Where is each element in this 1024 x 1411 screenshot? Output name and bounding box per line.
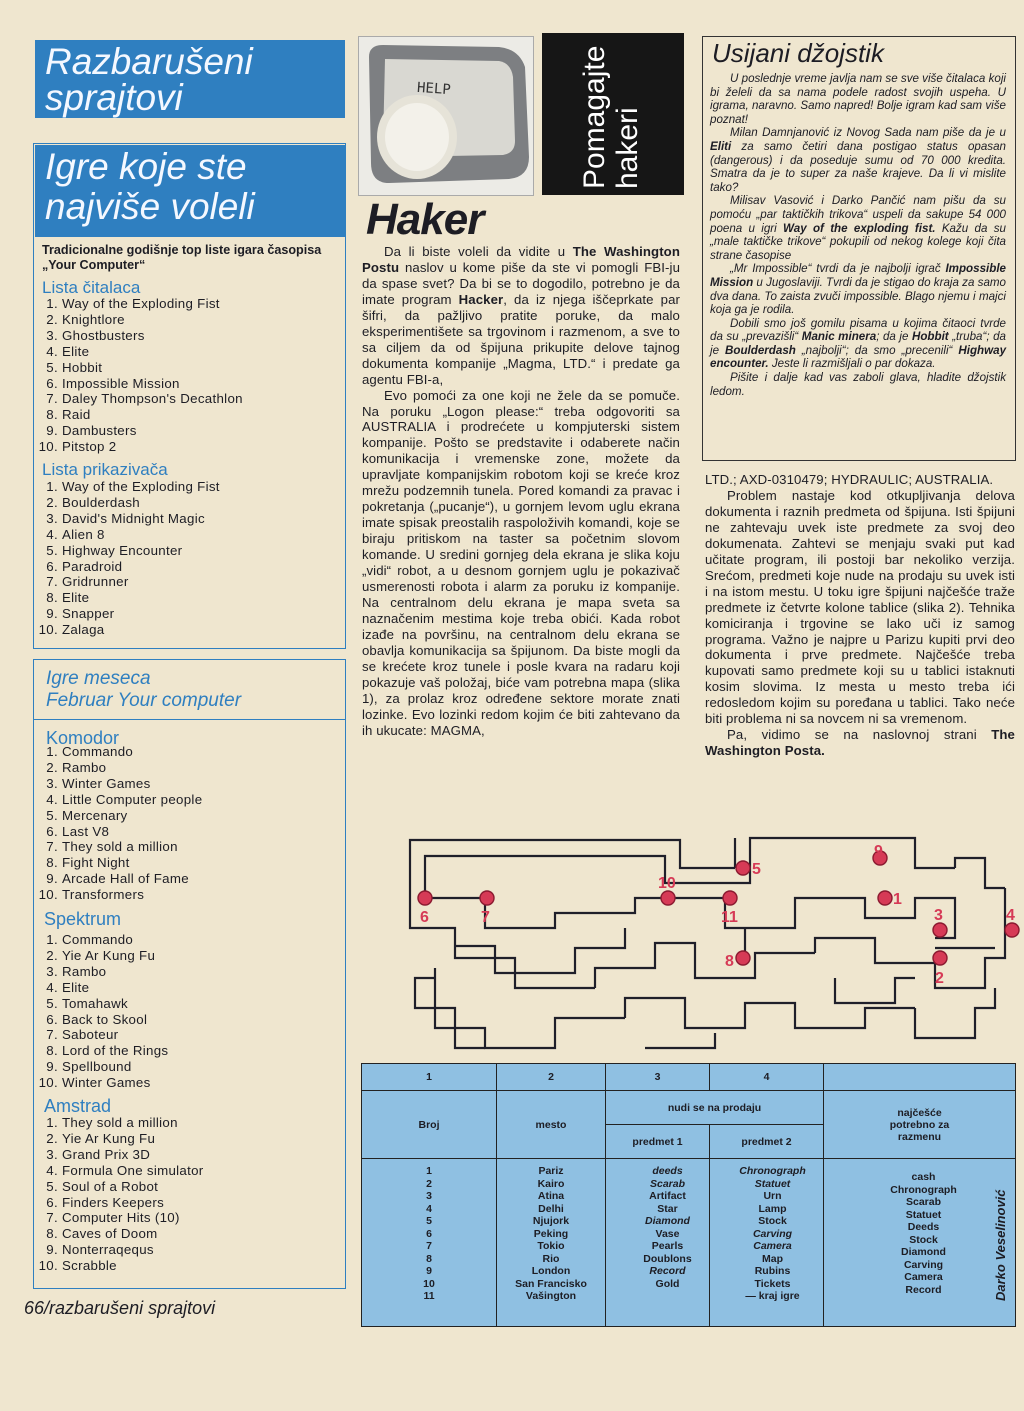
article-p5: Pa, vidimo se na naslovnoj strani The Washington Posta. xyxy=(705,727,1015,759)
table-cell-item: Atina xyxy=(537,1190,565,1202)
list-item: 8. Lord of the Rings xyxy=(46,1043,169,1059)
table-cell-item: 7 xyxy=(426,1240,432,1252)
table-cell-item: Kairo xyxy=(537,1177,565,1190)
list-item: 10. Transformers xyxy=(38,887,145,903)
table-cell-item: Vašington xyxy=(525,1290,577,1302)
article-body xyxy=(362,244,680,739)
list-item: 4. Elite xyxy=(46,343,90,359)
tunnel-map xyxy=(395,828,1024,1058)
table-cell-item: Urn xyxy=(763,1190,782,1202)
table-cell-item: Tokio xyxy=(537,1240,565,1252)
table-cell-item: San Francisko xyxy=(515,1277,587,1290)
joystick-p3: Milisav Vasović i Darko Pančić nam pišu da su pomoću „par taktičkih trikova“ uspeli da sakupe 54 000 poena u igri Way of the exploding fist. Kažu da su „male taktičke trikove“ pokupili od nekog kolege koji čita strane časopise xyxy=(710,194,1006,262)
list-item: 4. Elite xyxy=(46,979,90,995)
list-item: 2. Rambo xyxy=(46,759,107,775)
table-cell-item: London xyxy=(531,1265,571,1277)
table-cell-item: Stock xyxy=(909,1233,938,1246)
amstrad-heading: Amstrad xyxy=(44,1096,112,1116)
table-cell-item: Statuet xyxy=(905,1208,942,1221)
col-num-1: 1 xyxy=(362,1064,497,1091)
header-predmet-2: predmet 2 xyxy=(710,1125,824,1159)
map-label-9: 9 xyxy=(874,843,883,860)
table-cell-item: Vase xyxy=(655,1227,680,1240)
list-item: 6. Paradroid xyxy=(46,558,123,574)
table-cell-item: Artifact xyxy=(649,1190,686,1202)
monthly-divider xyxy=(33,719,346,720)
article-title: Haker xyxy=(366,195,484,244)
list-item: 7. Computer Hits (10) xyxy=(46,1210,180,1226)
list-item: 4. Little Computer people xyxy=(46,791,203,807)
table-cell-item: Pearls xyxy=(651,1240,684,1252)
lista-citalaca xyxy=(34,296,334,455)
table-cell-item: Doublons xyxy=(643,1252,692,1265)
list-item: 7. Gridrunner xyxy=(46,574,129,590)
amstrad-list xyxy=(34,1115,334,1274)
list-item: 5. Highway Encounter xyxy=(46,542,183,558)
list-item: 8. Caves of Doom xyxy=(46,1226,158,1242)
joystick-p5: Dobili smo još gomilu pisama u kojima čitaoci tvrde da su „prevazišli“ Manic minera; da je Hobbit „truba“; da je Boulderdash „najbolji“; da smo „precenili“ Highway encounter. Jeste li razmišljali o par dokaza. xyxy=(710,316,1007,371)
list-item: 2. Boulderdash xyxy=(46,494,140,510)
table-cell-item: Diamond xyxy=(645,1215,690,1227)
list-item: 3. Ghostbusters xyxy=(46,327,145,343)
table-cell-item: 3 xyxy=(426,1190,432,1202)
table-cell-item: Record xyxy=(905,1283,942,1296)
lista-prikazivaca-heading: Lista prikazivača xyxy=(42,460,168,479)
table-cell-item: 8 xyxy=(426,1252,432,1265)
table-cell-item: Lamp xyxy=(758,1202,787,1215)
table-cell-item: Rubins xyxy=(754,1265,791,1277)
table-cell-item: Peking xyxy=(533,1227,569,1240)
section-title: Razbarušeni sprajtovi xyxy=(35,40,345,118)
article-p2: Evo pomoći za one koji ne žele da se pomuče. Na poruku „Logon please:“ treba odgovoriti sa AUSTRALIA i prodrećete u kompjuterski sistem kompanije. Pošto se predstavite i odaberete način komunikacija i vremenske zone, možete da upravljate kompanijskim robotom koji se kreće kroz mrežu podzemnih tunela. Pored komandi za pravac i pokretanja („pucanje“), u gornjem levom uglu ekrana imate spisak preostalih raspoloživih komandi, koje se biraju pritiskom na taster sa početnim slovom komande. U sredini gornjeg dela ekrana je slika koju „vidi“ robot, a u desnom gornjem uglu je pokazivač usmerenosti robota i alarm za poruku iz kompanije. Na centralnom delu ekrana je mapa sveta sa naznačenim mestima koje treba obići. Kada robot izađe na površinu, na centralnom delu ekrana se obavlja komunikacija sa špijunom. Da biste mogli da se krećete kroz tunele i posle kvara na radaru koji pokazuje vaš položaj, biće vam potrebna mapa (slika 1), za prolaz kroz određene sektore morate znati lozinke. Evo lozinki redom kojim će biti zahtevano da ih ukucate: MAGMA, xyxy=(362,387,680,738)
header-broj: Broj xyxy=(362,1091,497,1159)
spektrum-list xyxy=(34,932,334,1091)
map-label-5: 5 xyxy=(752,861,761,878)
table-cell-item: deeds xyxy=(652,1165,683,1177)
list-item: 2. Yie Ar Kung Fu xyxy=(46,947,156,963)
table-cell-item: 1 xyxy=(426,1165,432,1177)
col-num-2: 2 xyxy=(497,1064,606,1091)
list-item: 4. Alien 8 xyxy=(46,526,105,542)
joystick-p4: „Mr Impossible“ tvrdi da je najbolji igrač Impossible Mission u Jugoslaviji. Tvrdi da je stigao do kraja za samo dva dana. To zaista zvuči impossible. Blago njemu i majci koja ga je rodila. xyxy=(710,262,1006,317)
monthly-title: Igre meseca xyxy=(46,668,151,689)
favorites-intro: Tradicionalne godišnje top liste igara časopisa „Your Computer“ xyxy=(42,243,322,272)
help-hackers-banner xyxy=(542,33,684,195)
article-p1: Da li biste voleli da vidite u The Washington Postu naslov u kome piše da ste vi pomogli FBI-ju da spase svet? Da bi se to dogodilo, potrebno je da imate program Hacker, da iz njega iščeprkate par šifri, da pažljivo pratite poruke, da malo eksperimentišete sa trgovinom i razmenom, a sve to sa ciljem da od špijuna prikupite delove tajnog dokumenta kompanije „Magma, LTD.“ i predate ga agentu FBI-a, xyxy=(362,244,681,387)
list-item: 3. Grand Prix 3D xyxy=(46,1146,151,1162)
author-credit: Darko Veselinović xyxy=(993,1189,1008,1301)
joystick-p1: U poslednje vreme javlja nam se sve više čitalaca koji bi želeli da sa nama podele radost svojih uspeha. U igrama, naravno. Samo napred! Bolje igram kad sam više poznat! xyxy=(710,72,1006,126)
table-cell-item: Gold xyxy=(655,1277,680,1290)
joystick-body xyxy=(710,72,1006,398)
table-cell-item: 6 xyxy=(426,1227,432,1240)
lista-citalaca-heading: Lista čitalaca xyxy=(42,278,141,297)
article-p4: Problem nastaje kod otkupljivanja delova dokumenta i raznih predmeta od špijuna. Isti špijuni ne zahtevaju uvek iste predmete za svoj deo dokumenata. Zahtevi se menjaju svaki put kad učitate program, ili postoji bar nekoliko verzija. Srećom, predmeti koje nude na prodaju su uvek isti i na istom mestu. U toku igre špijuni najčešće traže predmete iz četvrte kolone tablice (slika 2). Tehnika komiciranja i trgovine se lako uči iz samog programa. Važno je najpre u Parizu kupiti prvi deo dokumenta i prve predmete. Najčešće treba kupovati samo predmete koji su u tablici istaknuti kosim slovima. Iz mesta u mesto treba ići redosledom kojim su poređana u tablici. Tako neće biti problema ni sa novcem ni sa vremenom. xyxy=(705,487,1015,727)
help-key-label: HELP xyxy=(416,79,452,99)
list-item: 1. Commando xyxy=(46,932,134,947)
list-item: 10. Zalaga xyxy=(38,622,105,638)
monthly-subtitle: Februar Your computer xyxy=(46,690,242,711)
article-p3: LTD.; AXD-0310479; HYDRAULIC; AUSTRALIA. xyxy=(705,472,994,487)
map-label-11: 11 xyxy=(721,909,738,926)
list-item: 4. Formula One simulator xyxy=(46,1162,204,1178)
lista-prikazivaca xyxy=(34,479,334,638)
table-cell-item: 9 xyxy=(426,1265,432,1277)
col-razmena xyxy=(824,1159,986,1327)
table-cell-item: Statuet xyxy=(754,1177,791,1190)
table-cell-item: Deeds xyxy=(907,1221,940,1233)
spektrum-heading: Spektrum xyxy=(44,909,122,929)
table-cell-item: Diamond xyxy=(901,1246,946,1258)
table-cell-item: Chronograph xyxy=(739,1165,806,1177)
joystick-p2: Milan Damnjanović iz Novog Sada nam piše da je u Eliti za samo četiri dana postigao status opasan (dangerous) i da poseduje sumu od 70 000 kredita. Smatra da je to super za naše krajeve. Da li vi mislite tako? xyxy=(710,126,1006,194)
table-cell-item: Pariz xyxy=(538,1165,564,1177)
list-item: 7. They sold a million xyxy=(46,839,178,855)
list-item: 10. Winter Games xyxy=(38,1075,151,1091)
table-cell-item: 4 xyxy=(426,1202,432,1215)
list-item: 7. Daley Thompson's Decathlon xyxy=(46,391,243,407)
table-cell-item: Carving xyxy=(903,1258,944,1271)
list-item: 8. Raid xyxy=(46,407,91,423)
table-cell-item: Chronograph xyxy=(890,1183,957,1196)
list-item: 2. Yie Ar Kung Fu xyxy=(46,1130,156,1146)
list-item: 7. Saboteur xyxy=(46,1027,119,1043)
table-cell-item: Star xyxy=(657,1202,678,1215)
table-cell-item: Delhi xyxy=(538,1202,564,1215)
col-num-5 xyxy=(824,1064,1016,1091)
table-cell-item: Scarab xyxy=(905,1196,942,1208)
list-item: 10. Pitstop 2 xyxy=(38,439,117,455)
list-item: 3. Winter Games xyxy=(46,775,151,791)
table-cell-item: Camera xyxy=(753,1240,792,1252)
table-cell-item: Njujork xyxy=(532,1215,570,1227)
table-cell-item: 10 xyxy=(423,1277,435,1290)
list-item: 1. Commando xyxy=(46,744,134,759)
komodor-heading: Komodor xyxy=(46,728,120,748)
header-najcesce: najčešće potrebno za razmenu xyxy=(824,1091,1016,1159)
table-cell-item: Map xyxy=(762,1252,783,1265)
table-cell-item: Stock xyxy=(758,1215,787,1227)
col-num-4: 4 xyxy=(710,1064,824,1091)
map-label-1: 1 xyxy=(893,891,902,908)
header-mesto: mesto xyxy=(497,1091,606,1159)
list-item: 1. Way of the Exploding Fist xyxy=(46,479,220,494)
map-label-10: 10 xyxy=(658,875,676,892)
col-num-3: 3 xyxy=(606,1064,710,1091)
table-cell-item: — kraj igre xyxy=(745,1290,800,1302)
map-label-3: 3 xyxy=(934,907,943,924)
list-item: 9. Snapper xyxy=(46,606,115,622)
page-footer: 66/razbarušeni sprajtovi xyxy=(24,1298,216,1318)
list-item: 1. Way of the Exploding Fist xyxy=(46,296,220,311)
list-item: 9. Spellbound xyxy=(46,1059,132,1075)
list-item: 10. Scrabble xyxy=(38,1258,117,1274)
favorites-title: Igre koje ste najviše voleli xyxy=(35,145,345,237)
col-predmet-1 xyxy=(606,1159,710,1327)
joystick-title: Usijani džojstik xyxy=(712,38,884,68)
list-item: 5. Mercenary xyxy=(46,807,128,823)
list-item: 1. They sold a million xyxy=(46,1115,178,1130)
list-item: 3. Rambo xyxy=(46,963,107,979)
table-cell-item: Record xyxy=(649,1265,686,1277)
table-cell-item: Tickets xyxy=(754,1277,791,1290)
table-cell-item: cash xyxy=(911,1171,936,1183)
list-item: 6. Last V8 xyxy=(46,823,110,839)
col-predmet-2 xyxy=(710,1159,824,1327)
map-label-4: 4 xyxy=(1006,907,1015,924)
list-item: 6. Finders Keepers xyxy=(46,1194,165,1210)
header-nudi: nudi se na prodaju xyxy=(606,1091,824,1125)
list-item: 6. Back to Skool xyxy=(46,1011,148,1027)
list-item: 9. Arcade Hall of Fame xyxy=(46,871,189,887)
trade-table xyxy=(361,1063,1016,1327)
list-item: 9. Dambusters xyxy=(46,423,137,439)
list-item: 8. Elite xyxy=(46,590,90,606)
table-cell-item: Carving xyxy=(752,1227,793,1240)
map-label-8: 8 xyxy=(725,953,734,970)
help-key-photo xyxy=(358,36,534,196)
author-cell xyxy=(985,1159,1016,1327)
table-cell-item: Scarab xyxy=(649,1177,686,1190)
banner-text: Pomagajte hakeri xyxy=(578,45,644,189)
table-cell-item: 11 xyxy=(423,1290,435,1302)
list-item: 8. Fight Night xyxy=(46,855,130,871)
list-item: 6. Impossible Mission xyxy=(46,375,180,391)
map-label-6: 6 xyxy=(420,909,429,926)
list-item: 5. Soul of a Robot xyxy=(46,1178,159,1194)
map-label-7: 7 xyxy=(481,909,490,926)
komodor-list xyxy=(34,744,334,903)
table-cell-item: 5 xyxy=(426,1215,432,1227)
table-cell-item: Camera xyxy=(904,1271,943,1283)
table-cell-item: 2 xyxy=(426,1177,432,1190)
list-item: 9. Nonterraqequs xyxy=(46,1242,154,1258)
list-item: 5. Tomahawk xyxy=(46,995,128,1011)
map-label-2: 2 xyxy=(935,970,944,987)
list-item: 2. Knightlore xyxy=(46,311,125,327)
article-body-cont xyxy=(705,472,1015,759)
list-item: 3. David's Midnight Magic xyxy=(46,510,205,526)
header-predmet-1: predmet 1 xyxy=(606,1125,710,1159)
table-cell-item: Rio xyxy=(542,1252,560,1265)
list-item: 5. Hobbit xyxy=(46,359,103,375)
col-mesto xyxy=(497,1159,606,1327)
joystick-p6: Pišite i dalje kad vas zaboli glava, hladite džojstik ledom. xyxy=(710,371,1006,398)
col-broj xyxy=(362,1159,497,1327)
